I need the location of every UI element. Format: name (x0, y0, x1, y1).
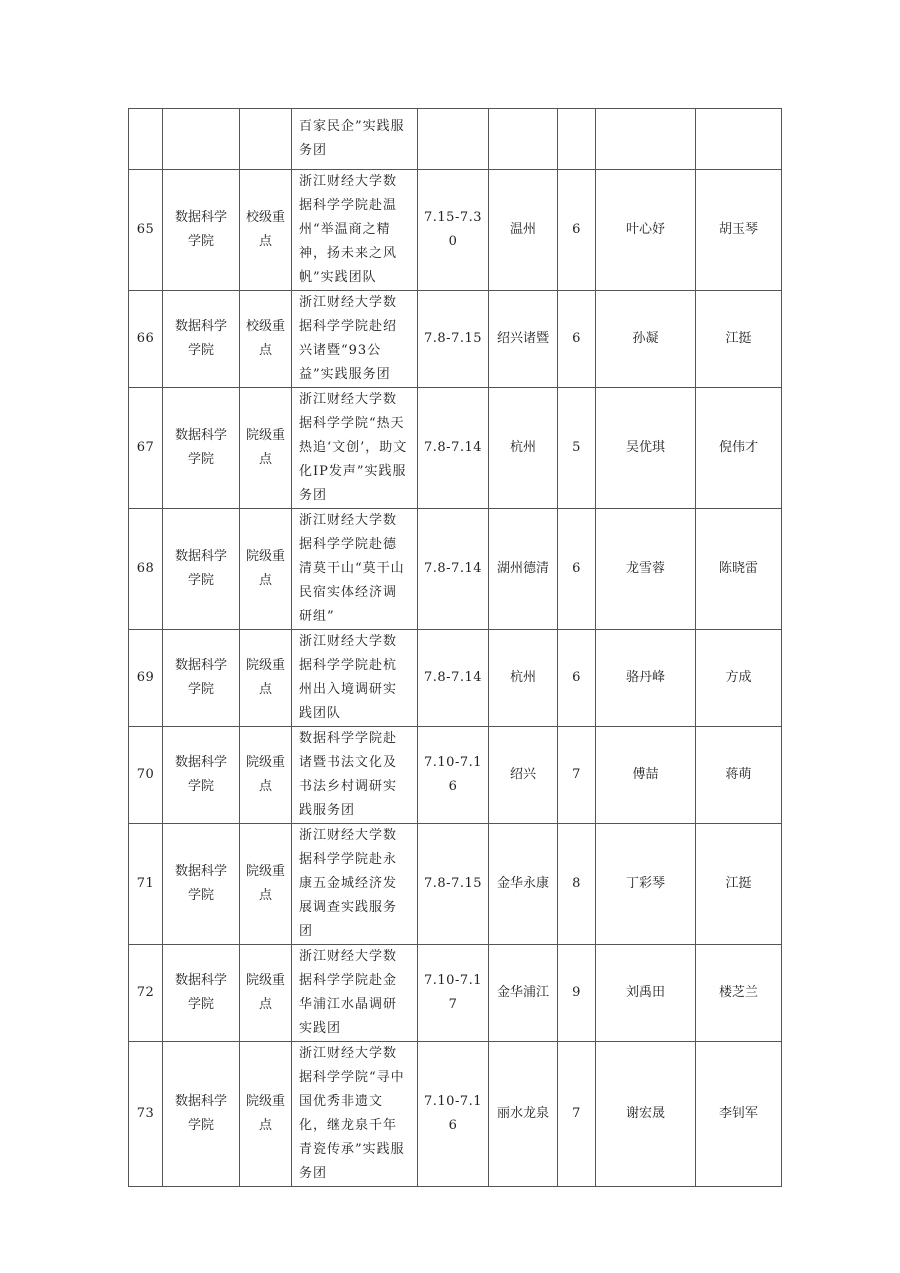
cell-count: 7 (558, 727, 596, 824)
cell-teacher: 李钊军 (696, 1042, 782, 1187)
cell-no: 71 (129, 824, 163, 945)
cell-college: 数据科学学院 (163, 388, 240, 509)
cell-level: 校级重点 (240, 291, 292, 388)
cell-no: 69 (129, 630, 163, 727)
cell-leader (596, 109, 696, 170)
cell-level: 院级重点 (240, 509, 292, 630)
cell-teacher: 方成 (696, 630, 782, 727)
cell-project: 浙江财经大学数据科学学院赴德清莫干山“莫干山民宿实体经济调研组” (292, 509, 418, 630)
table-row (129, 170, 782, 291)
cell-teacher (696, 109, 782, 170)
cell-leader: 吴优琪 (596, 388, 696, 509)
cell-location: 丽水龙泉 (489, 1042, 558, 1187)
cell-level: 院级重点 (240, 945, 292, 1042)
cell-college: 数据科学学院 (163, 291, 240, 388)
cell-dates: 7.10-7.17 (418, 945, 489, 1042)
cell-location (489, 109, 558, 170)
cell-project: 浙江财经大学数据科学学院赴杭州出入境调研实践团队 (292, 630, 418, 727)
table-row (129, 388, 782, 509)
table-row (129, 630, 782, 727)
cell-level: 院级重点 (240, 1042, 292, 1187)
cell-count: 6 (558, 170, 596, 291)
cell-level: 校级重点 (240, 170, 292, 291)
cell-count: 6 (558, 291, 596, 388)
cell-dates: 7.8-7.14 (418, 388, 489, 509)
cell-leader: 刘禹田 (596, 945, 696, 1042)
cell-college: 数据科学学院 (163, 170, 240, 291)
cell-count: 6 (558, 630, 596, 727)
cell-leader: 龙雪蓉 (596, 509, 696, 630)
cell-leader: 孙凝 (596, 291, 696, 388)
cell-no: 67 (129, 388, 163, 509)
cell-college: 数据科学学院 (163, 945, 240, 1042)
cell-project: 浙江财经大学数据科学学院赴绍兴诸暨“93公益”实践服务团 (292, 291, 418, 388)
cell-no (129, 109, 163, 170)
cell-no: 66 (129, 291, 163, 388)
cell-teacher: 江挺 (696, 824, 782, 945)
cell-count: 9 (558, 945, 596, 1042)
cell-level: 院级重点 (240, 824, 292, 945)
cell-dates: 7.10-7.16 (418, 1042, 489, 1187)
cell-level (240, 109, 292, 170)
cell-no: 73 (129, 1042, 163, 1187)
cell-level: 院级重点 (240, 727, 292, 824)
cell-teacher: 倪伟才 (696, 388, 782, 509)
cell-teacher: 胡玉琴 (696, 170, 782, 291)
cell-project: 数据科学学院赴诸暨书法文化及书法乡村调研实践服务团 (292, 727, 418, 824)
cell-count: 7 (558, 1042, 596, 1187)
cell-no: 72 (129, 945, 163, 1042)
cell-no: 68 (129, 509, 163, 630)
cell-college (163, 109, 240, 170)
cell-dates: 7.15-7.30 (418, 170, 489, 291)
cell-no: 65 (129, 170, 163, 291)
cell-project: 浙江财经大学数据科学学院赴金华浦江水晶调研实践团 (292, 945, 418, 1042)
cell-project: 浙江财经大学数据科学学院赴温州“举温商之精神，扬未来之风帆”实践团队 (292, 170, 418, 291)
cell-dates: 7.8-7.14 (418, 509, 489, 630)
cell-location: 杭州 (489, 630, 558, 727)
table-body (129, 109, 782, 1187)
cell-project: 浙江财经大学数据科学学院赴永康五金城经济发展调查实践服务团 (292, 824, 418, 945)
cell-college: 数据科学学院 (163, 824, 240, 945)
table-row (129, 291, 782, 388)
cell-college: 数据科学学院 (163, 630, 240, 727)
cell-count: 6 (558, 509, 596, 630)
table-row (129, 824, 782, 945)
cell-no: 70 (129, 727, 163, 824)
cell-project: 浙江财经大学数据科学学院“寻中国优秀非遗文化，继龙泉千年青瓷传承”实践服务团 (292, 1042, 418, 1187)
cell-location: 绍兴诸暨 (489, 291, 558, 388)
cell-college: 数据科学学院 (163, 727, 240, 824)
cell-location: 金华浦江 (489, 945, 558, 1042)
continuation-row (129, 109, 782, 170)
cell-leader: 叶心妤 (596, 170, 696, 291)
cell-location: 温州 (489, 170, 558, 291)
cell-teacher: 江挺 (696, 291, 782, 388)
cell-location: 湖州德清 (489, 509, 558, 630)
table-row (129, 727, 782, 824)
cell-count: 5 (558, 388, 596, 509)
cell-college: 数据科学学院 (163, 1042, 240, 1187)
cell-dates: 7.8-7.15 (418, 824, 489, 945)
cell-project: 百家民企”实践服务团 (292, 109, 418, 170)
cell-leader: 傅喆 (596, 727, 696, 824)
cell-project: 浙江财经大学数据科学学院“热天热追‘文创’，助文化IP发声”实践服务团 (292, 388, 418, 509)
cell-teacher: 楼芝兰 (696, 945, 782, 1042)
cell-leader: 丁彩琴 (596, 824, 696, 945)
cell-location: 杭州 (489, 388, 558, 509)
cell-count (558, 109, 596, 170)
cell-level: 院级重点 (240, 630, 292, 727)
cell-count: 8 (558, 824, 596, 945)
cell-dates: 7.10-7.16 (418, 727, 489, 824)
cell-dates: 7.8-7.14 (418, 630, 489, 727)
cell-dates (418, 109, 489, 170)
cell-leader: 谢宏晟 (596, 1042, 696, 1187)
project-table (128, 108, 782, 1187)
cell-leader: 骆丹峰 (596, 630, 696, 727)
cell-level: 院级重点 (240, 388, 292, 509)
cell-location: 绍兴 (489, 727, 558, 824)
cell-teacher: 陈晓雷 (696, 509, 782, 630)
cell-location: 金华永康 (489, 824, 558, 945)
table-row (129, 1042, 782, 1187)
cell-college: 数据科学学院 (163, 509, 240, 630)
table-row (129, 509, 782, 630)
table-row (129, 945, 782, 1042)
cell-dates: 7.8-7.15 (418, 291, 489, 388)
cell-teacher: 蒋萌 (696, 727, 782, 824)
